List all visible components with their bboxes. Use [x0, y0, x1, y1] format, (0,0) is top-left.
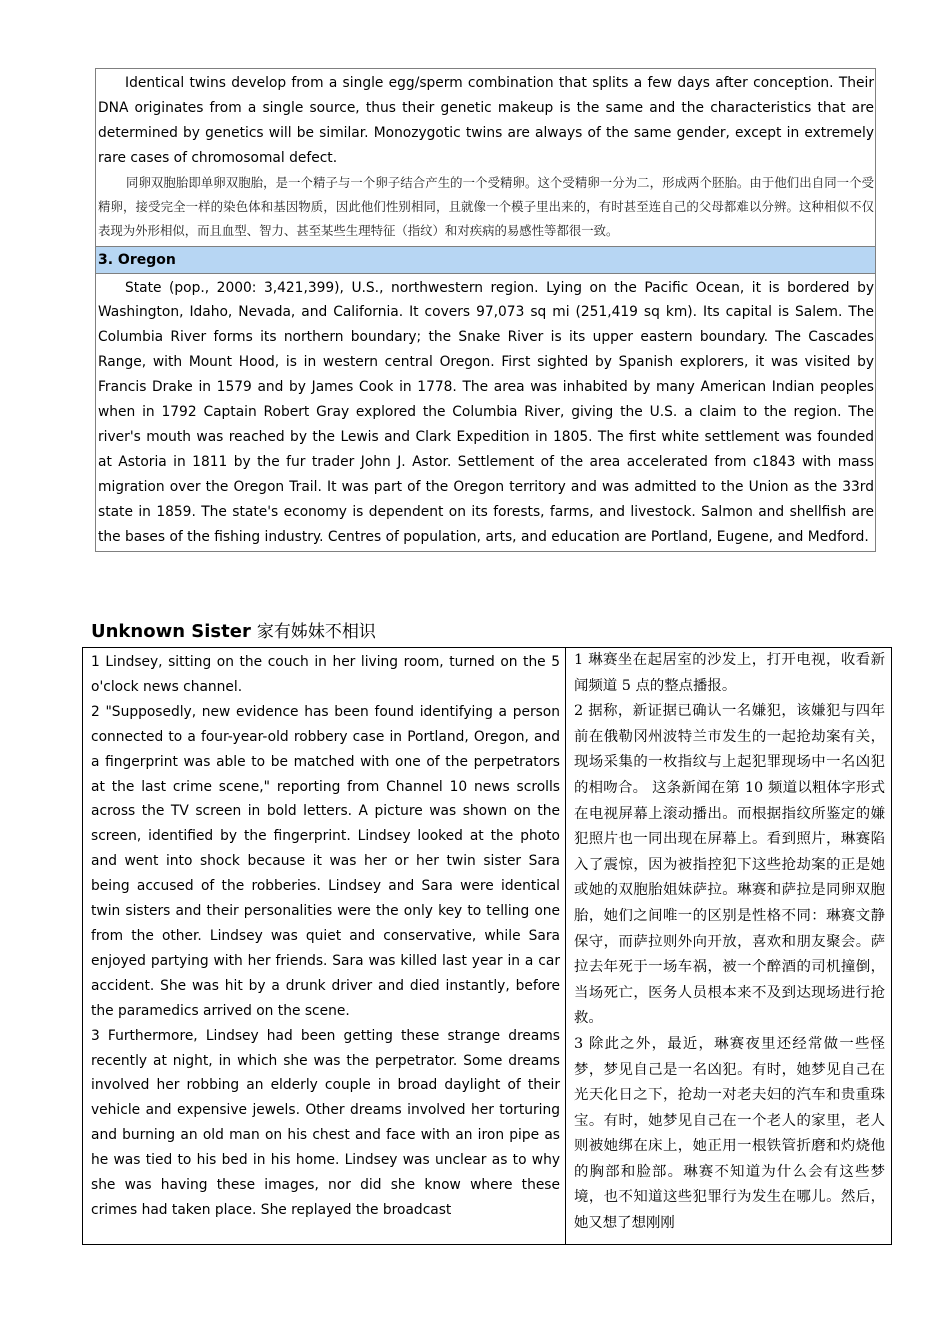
oregon-note-english: State (pop., 2000: 3,421,399), U.S., northwestern region. Lying on the Pacific Ocean, it is bordered by Washington, Idaho, Nevada, and California. It covers 97,073 sq mi (251,419 sq km). Its capital is Salem. The Columbia River forms its northern boundary; the Snake River is its upper eastern boundary. The Cascades Range, with Mount Hood, is in western central Oregon. First sighted by Spanish explorers, it was visited by Francis Drake in 1579 and by James Cook in 1778. The area was inhabited by many American Indian peoples when in 1792 Captain Robert Gray explored the Columbia River, giving the U.S. a claim to the region. The river's mouth was reached by the Lewis and Clark Expedition in 1805. The first white settlement was founded at Astoria in 1811 by the fur trader John J. Astor. Settlement of the area accelerated from c1843 with mass migration over the Oregon Trail. It was part of the Oregon territory and was admitted to the Union as the 33rd state in 1859. The state's economy is dependent on its forests, farms, and livestock. Salmon and shellfish are the bases of the fishing industry. Centres of population, arts, and education are Portland, Eugene, and Medford. — [98, 279, 874, 545]
oregon-note — [96, 274, 875, 552]
chinese-paragraph-2: 2 据称，新证据已确认一名嫌犯，该嫌犯与四年前在俄勒冈州波特兰市发生的一起抢劫案有关，现场采集的一枚指纹与上起犯罪现场中一名凶犯的相吻合。 这条新闻在第 10 频道以粗体字形式在电视屏幕上滚动播出。而根据指纹所鉴定的嫌犯照片也一同出现在屏幕上。看到照片，琳赛陷入了震惊，因为被指控犯下这些抢劫案的正是她或她的双胞胎姐妹萨拉。琳赛和萨拉是同卵双胞胎，她们之间唯一的区别是性格不同：琳赛文静保守，而萨拉则外向开放，喜欢和朋友聚会。萨拉去年死于一场车祸，被一个醉酒的司机撞倒，当场死亡，医务人员根本来不及到达现场进行抢救。 — [574, 703, 885, 1027]
story-title-chinese: 家有姊妹不相识 — [256, 622, 376, 642]
twins-note-chinese: 同卵双胞胎即单卵双胞胎，是一个精子与一个卵子结合产生的一个受精卵。这个受精卵一分为二，形成两个胚胎。由于他们出自同一个受精卵，接受完全一样的染色体和基因物质，因此他们性别相同，且就像一个模子里出来的，有时甚至连自己的父母都难以分辨。这种相似不仅表现为外形相似，而且血型、智力、甚至某些生理特征（指纹）和对疾病的易感性等都很一致。 — [98, 174, 874, 239]
english-column — [83, 648, 566, 1244]
bilingual-table — [82, 647, 892, 1245]
chinese-column — [566, 648, 891, 1244]
twins-note — [96, 69, 875, 246]
story-title-english: Unknown Sister — [91, 621, 251, 642]
twins-note-english: Identical twins develop from a single egg/sperm combination that splits a few days after conception. Their DNA originates from a single source, thus their genetic makeup is the same and the characteristics that are determined by genetics will be similar. Monozygotic twins are always of the same gender, except in extremely rare cases of chromosomal defect. — [98, 75, 874, 166]
english-paragraph-1: 1 Lindsey, sitting on the couch in her living room, turned on the 5 o'clock news channel. — [91, 654, 560, 695]
notes-box — [95, 68, 876, 552]
english-paragraph-3: 3 Furthermore, Lindsey had been getting these strange dreams recently at night, in which she was the perpetrator. Some dreams involved her robbing an elderly couple in broad daylight of their vehicle and expensive jewels. Other dreams involved her torturing and burning an old man on his chest and face with an iron pipe as he was tied to his bed in his home. Lindsey was unclear as to why she was having these images, nor did she know where these crimes had taken place. She replayed the broadcast — [91, 1027, 560, 1218]
story-title — [91, 617, 376, 642]
chinese-paragraph-3: 3 除此之外，最近，琳赛夜里还经常做一些怪梦，梦见自己是一名凶犯。有时，她梦见自己在光天化日之下，抢劫一对老夫妇的汽车和贵重珠宝。有时，她梦见自己在一个老人的家里，老人则被她绑在床上，她正用一根铁管折磨和灼烧他的胸部和脸部。琳赛不知道为什么会有这些梦境，也不知道这些犯罪行为发生在哪儿。然后，她又想了想刚刚 — [574, 1035, 885, 1232]
english-paragraph-2: 2 "Supposedly, new evidence has been found identifying a person connected to a four-year-old robbery case in Portland, Oregon, and a fingerprint was able to be matched with one of the perpetrators at the last crime scene," reporting from Channel 10 news scrolls across the TV screen in bold letters. A picture was shown on the screen, identified by the fingerprint. Lindsey looked at the photo and went into shock because it was her or her twin sister Sara being accused of the robberies. Lindsey and Sara were identical twin sisters and their personalities were the only key to telling one from the other. Lindsey was quiet and conservative, while Sara enjoyed partying with her friends. Sara was killed last year in a car accident. She was hit by a drunk driver and died instantly, before the paramedics arrived on the scene. — [91, 703, 560, 1019]
chinese-paragraph-1: 1 琳赛坐在起居室的沙发上，打开电视，收看新闻频道 5 点的整点播报。 — [574, 652, 885, 694]
oregon-heading: 3. Oregon — [96, 246, 875, 274]
